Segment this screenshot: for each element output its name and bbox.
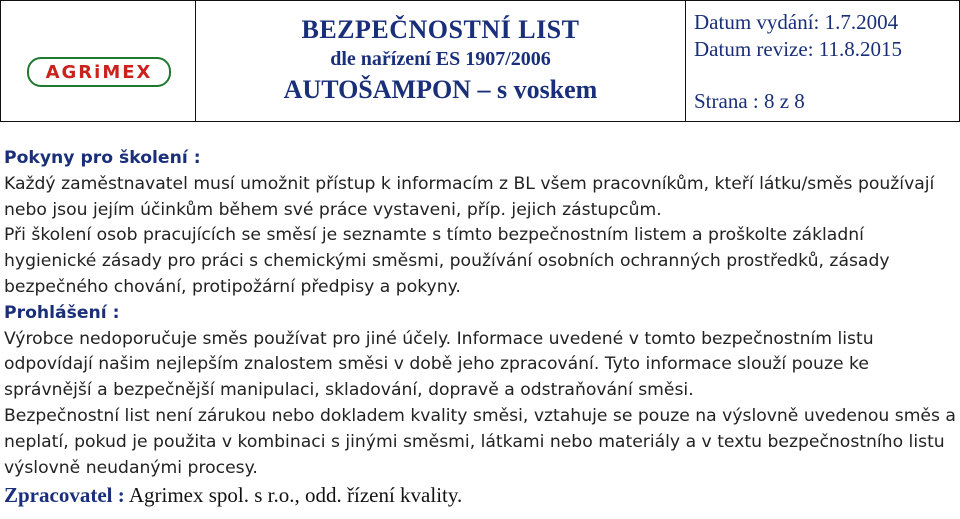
training-paragraph-1: Každý zaměstnavatel musí umožnit přístup k informacím z BL všem pracovníkům, kteří látku/směs používají nebo jsou jejím účinkům během své práce vystaveni, příp. jejich zástupcům. (4, 173, 935, 220)
declaration-paragraph-1: Výrobce nedoporučuje směs používat pro jiné účely. Informace uvedené v tomto bezpečnostním listu odpovídají našim nejlepším znalostem směsi v době jeho zpracování. Tyto informace slouží pouze ke správnější a bezpečnější manipulaci, skladování, dopravě a odstraňování směsi. (4, 328, 874, 401)
product-name: AUTOŠAMPON – s voskem (283, 75, 598, 104)
processor-value: Agrimex spol. s r.o., odd. řízení kvality. (128, 483, 463, 508)
processor-label: Zpracovatel : (4, 483, 125, 508)
processor-line (4, 483, 956, 509)
training-heading: Pokyny pro školení : (4, 148, 201, 168)
date-revised: Datum revize: 11.8.2015 (694, 37, 903, 61)
regulation-subtitle: dle nařízení ES 1907/2006 (330, 48, 551, 70)
declaration-heading: Prohlášení : (4, 302, 120, 323)
document-title: BEZPEČNOSTNÍ LIST (301, 15, 580, 44)
document-header (0, 0, 960, 122)
title-cell (196, 1, 686, 121)
logo-cell (0, 1, 196, 121)
declaration-paragraph-2: Bezpečnostní list není zárukou nebo dokladem kvality směsi, vztahuje se pouze na výslovně uvedenou směs a neplatí, pokud je použita v kombinaci s jinými směsmi, látkami nebo materiály a v textu bezpečnostního listu výslovně neudanými procesy. (4, 405, 956, 478)
training-paragraph-2: Při školení osob pracujících se směsí je seznamte s tímto bezpečnostním listem a proškolte základní hygienické zásady pro práci s chemickými směsmi, používání osobních ochranných prostředků, zásady bezpečného chování, protipožární předpisy a pokyny. (4, 225, 890, 297)
date-cell (686, 1, 960, 121)
document-body (4, 146, 956, 509)
date-issued: Datum vydání: 1.7.2004 (694, 10, 899, 34)
agrimex-logo (27, 57, 171, 87)
logo-text: AGRiMEX (45, 61, 153, 83)
page-number: Strana : 8 z 8 (694, 89, 805, 113)
